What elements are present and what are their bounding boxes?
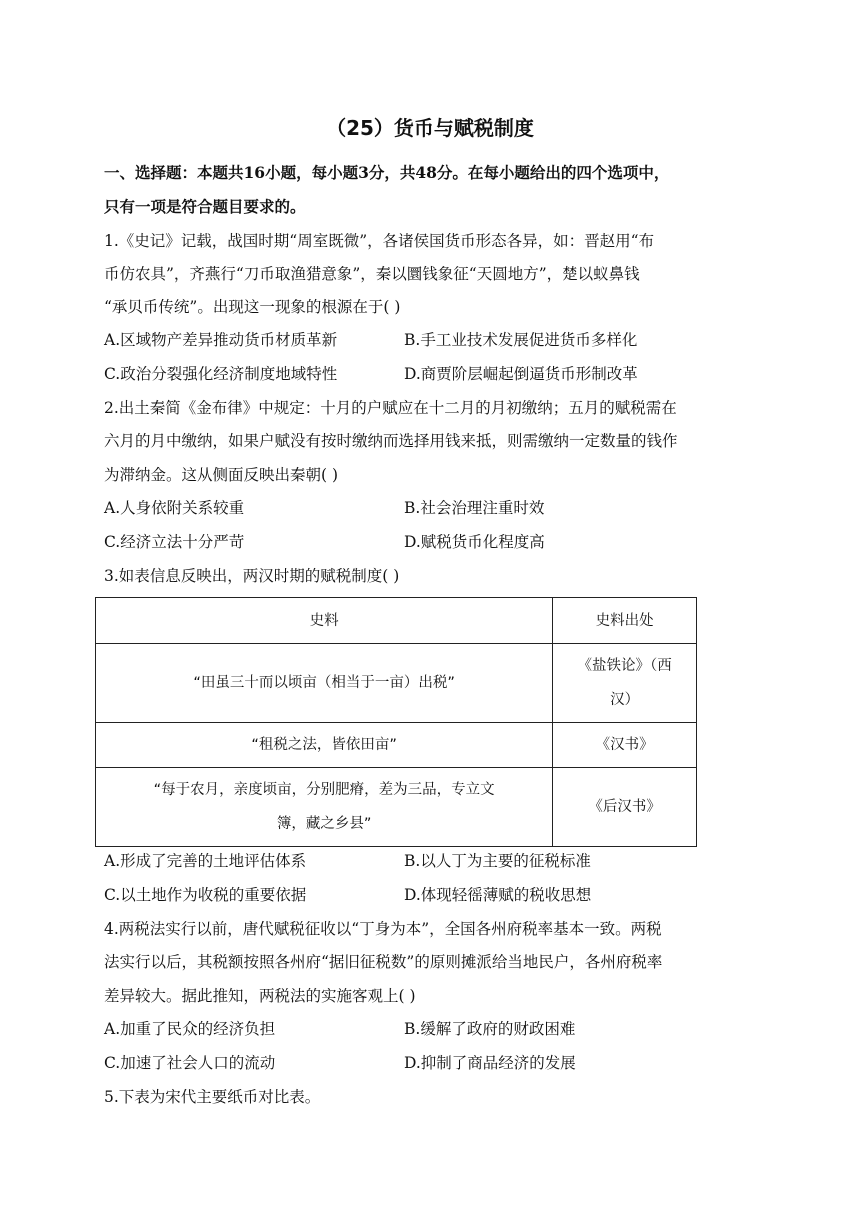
q3-option-c[interactable]: C.以土地作为收税的重要依据	[104, 886, 307, 904]
q4-option-a[interactable]: A.加重了民众的经济负担	[104, 1020, 276, 1038]
q2-option-b[interactable]: B.社会治理注重时效	[404, 499, 545, 517]
section-instruction-line-2: 只有一项是符合题目要求的。	[104, 197, 306, 216]
q4-stem-line-3: 差异较大。据此推知，两税法的实施客观上( )	[104, 987, 416, 1005]
q2-option-a[interactable]: A.人身依附关系较重	[104, 499, 245, 517]
section-instruction-line-1: 一、选择题：本题共16小题，每小题3分，共48分。在每小题给出的四个选项中，	[104, 163, 670, 182]
q2-stem-line-2: 六月的月中缴纳，如果户赋没有按时缴纳而选择用钱来抵，则需缴纳一定数量的钱作	[104, 432, 678, 450]
table-row	[96, 644, 697, 723]
table-cell-text: “每于农月，亲度顷亩，分别肥瘠，差为三品，专立文 簿，藏之乡县”	[96, 768, 553, 847]
q2-stem-line-3: 为滞纳金。这从侧面反映出秦朝( )	[104, 466, 339, 484]
table-cell-source: 《后汉书》	[553, 768, 697, 847]
q4-option-c[interactable]: C.加速了社会人口的流动	[104, 1054, 276, 1072]
table-cell-source: 《盐铁论》（西 汉）	[553, 644, 697, 723]
table-header-source: 史料出处	[553, 598, 697, 644]
table-header-text: 史料	[96, 598, 553, 644]
page-title: （25）货币与赋税制度	[326, 116, 534, 140]
q4-option-d[interactable]: D.抑制了商品经济的发展	[404, 1054, 576, 1072]
q4-stem-line-1: 4.两税法实行以前，唐代赋税征收以“丁身为本”，全国各州府税率基本一致。两税	[104, 920, 662, 938]
q3-option-b[interactable]: B.以人丁为主要的征税标准	[404, 852, 591, 870]
q5-stem: 5.下表为宋代主要纸币对比表。	[104, 1088, 321, 1106]
q3-option-d[interactable]: D.体现轻徭薄赋的税收思想	[404, 886, 592, 904]
table-header-row	[96, 598, 697, 644]
q1-stem-line-3: “承贝币传统”。出现这一现象的根源在于( )	[104, 298, 401, 316]
table-row	[96, 768, 697, 847]
q3-source-table	[95, 597, 697, 847]
q1-option-c[interactable]: C.政治分裂强化经济制度地域特性	[104, 365, 338, 383]
q4-stem-line-2: 法实行以后，其税额按照各州府“据旧征税数”的原则摊派给当地民户，各州府税率	[104, 953, 663, 971]
table-cell-text: “租税之法，皆依田亩”	[96, 723, 553, 768]
q1-stem-line-2: 币仿农具”，齐燕行“刀币取渔猎意象”，秦以圜钱象征“天圆地方”，楚以蚁鼻钱	[104, 265, 640, 283]
q3-option-a[interactable]: A.形成了完善的土地评估体系	[104, 852, 307, 870]
q2-option-d[interactable]: D.赋税货币化程度高	[404, 533, 545, 551]
table-row	[96, 723, 697, 768]
q3-stem: 3.如表信息反映出，两汉时期的赋税制度( )	[104, 567, 400, 585]
q1-stem-line-1: 1.《史记》记载，战国时期“周室既微”，各诸侯国货币形态各异，如：晋赵用“布	[104, 232, 655, 250]
q2-option-c[interactable]: C.经济立法十分严苛	[104, 533, 245, 551]
q2-stem-line-1: 2.出土秦简《金布律》中规定：十月的户赋应在十二月的月初缴纳；五月的赋税需在	[104, 399, 677, 417]
q1-option-b[interactable]: B.手工业技术发展促进货币多样化	[404, 331, 638, 349]
table-cell-source: 《汉书》	[553, 723, 697, 768]
q4-option-b[interactable]: B.缓解了政府的财政困难	[404, 1020, 576, 1038]
q1-option-a[interactable]: A.区域物产差异推动货币材质革新	[104, 331, 338, 349]
q1-option-d[interactable]: D.商贾阶层崛起倒逼货币形制改革	[404, 365, 638, 383]
table-cell-text: “田虽三十而以顷亩（相当于一亩）出税”	[96, 644, 553, 723]
